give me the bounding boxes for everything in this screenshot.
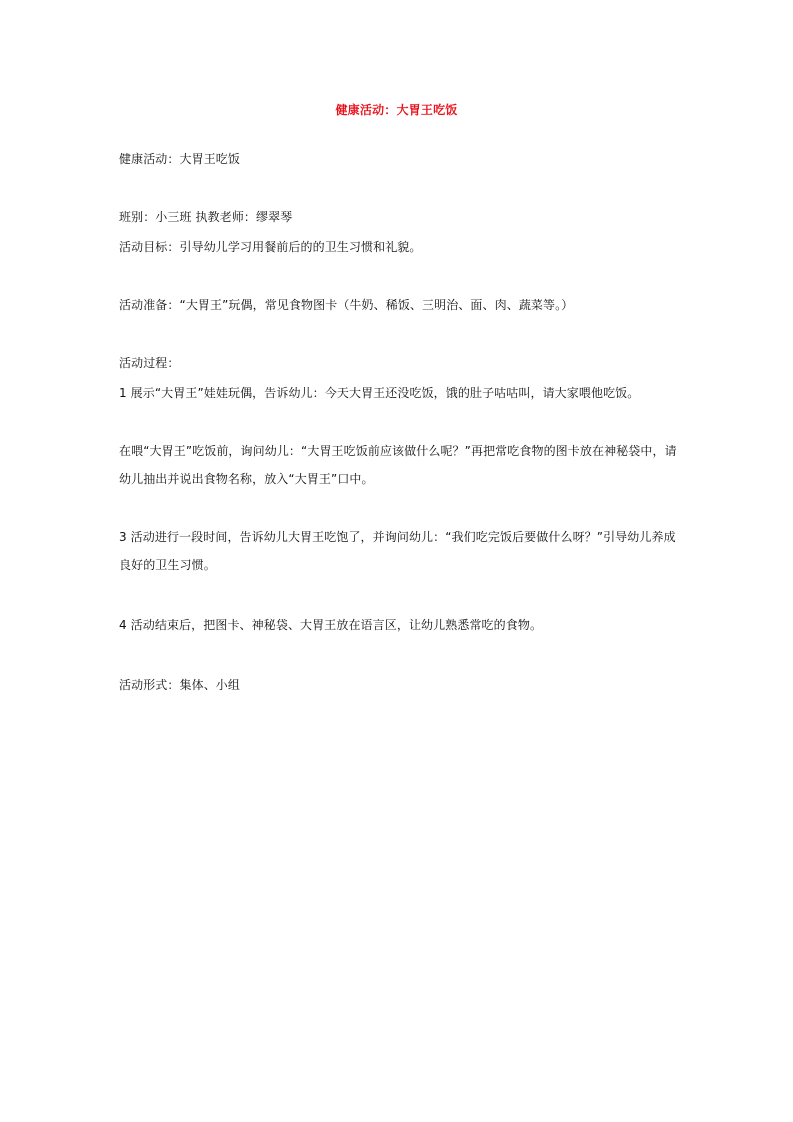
process-step-4: 4 活动结束后，把图卡、神秘袋、大胃王放在语言区，让幼儿熟悉常吃的食物。 — [119, 618, 543, 632]
process-step-3-line-2: 良好的卫生习惯。 — [119, 558, 216, 572]
activity-goal: 活动目标：引导幼儿学习用餐前后的的卫生习惯和礼貌。 — [119, 240, 422, 254]
activity-preparation: 活动准备：“大胃王”玩偶，常见食物图卡（牛奶、稀饭、三明治、面、肉、蔬菜等。） — [119, 298, 574, 312]
activity-form: 活动形式：集体、小组 — [119, 678, 241, 692]
process-step-1: 1 展示“大胃王”娃娃玩偶，告诉幼儿：今天大胃王还没吃饭，饿的肚子咕咕叫，请大家喂他吃饭。 — [119, 386, 640, 400]
process-step-3-line-1: 3 活动进行一段时间，告诉幼儿大胃王吃饱了，并询问幼儿：“我们吃完饭后要做什么呀？”引导幼儿养成 — [119, 530, 676, 544]
document-subtitle: 健康活动：大胃王吃饭 — [119, 152, 241, 166]
class-teacher-line: 班别：小三班 执教老师：缪翠琴 — [119, 210, 293, 224]
process-step-2-line-1: 在喂“大胃王”吃饭前，询问幼儿：“大胃王吃饭前应该做什么呢？”再把常吃食物的图卡放在神秘袋中，请 — [119, 444, 677, 458]
document-title: 健康活动：大胃王吃饭 — [335, 103, 458, 117]
process-step-2-line-2: 幼儿抽出并说出食物名称，放入“大胃王”口中。 — [119, 472, 374, 486]
process-heading: 活动过程： — [119, 356, 180, 370]
